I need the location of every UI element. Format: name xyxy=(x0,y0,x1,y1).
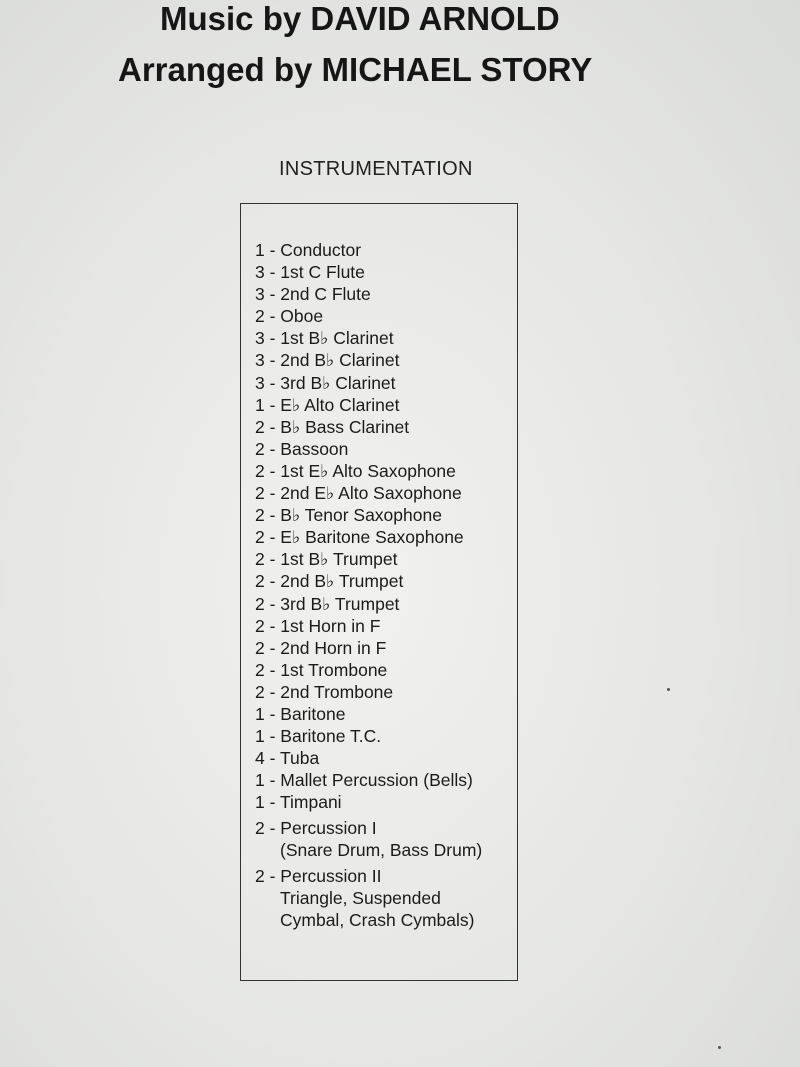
instrument-label: 2 - 1st E♭ Alto Saxophone xyxy=(255,460,456,481)
instrument-item xyxy=(255,482,517,504)
instrument-item xyxy=(255,637,517,659)
instrument-label: 3 - 1st C Flute xyxy=(255,262,365,283)
instrument-label: 2 - 2nd E♭ Alto Saxophone xyxy=(255,483,462,504)
instrument-item xyxy=(255,570,517,592)
instrument-item xyxy=(255,261,517,283)
instrumentation-heading: INSTRUMENTATION xyxy=(279,158,473,180)
instrument-label: 2 - B♭ Tenor Saxophone xyxy=(255,505,442,526)
paper-speck xyxy=(718,1046,721,1049)
instrument-item xyxy=(255,460,517,482)
instrument-item xyxy=(255,593,517,615)
instrument-label: 2 - 2nd B♭ Trumpet xyxy=(255,571,404,592)
instrument-label: 1 - Mallet Percussion (Bells) xyxy=(255,770,473,791)
instrumentation-box xyxy=(240,203,518,981)
instrument-label: 2 - Oboe xyxy=(255,306,324,327)
instrument-item xyxy=(255,703,517,725)
instrument-label: 3 - 2nd C Flute xyxy=(255,284,371,305)
instrument-item xyxy=(255,239,517,261)
instrument-item xyxy=(255,615,517,637)
instrument-label: 2 - 1st B♭ Trumpet xyxy=(255,549,398,570)
instrument-item xyxy=(255,283,517,305)
instrument-label: 2 - 1st Horn in F xyxy=(255,615,381,636)
instrument-label: 3 - 2nd B♭ Clarinet xyxy=(255,350,400,371)
paper-speck xyxy=(667,688,670,691)
instrument-item xyxy=(255,747,517,769)
instrument-label: 1 - Baritone xyxy=(255,703,346,724)
instrument-detail: Triangle, Suspended xyxy=(280,888,441,909)
instrument-detail: (Snare Drum, Bass Drum) xyxy=(280,840,483,861)
arranger-credit: Arranged by MICHAEL STORY xyxy=(118,51,593,88)
instrumentation-list xyxy=(255,239,517,931)
instrument-item xyxy=(255,769,517,791)
instrument-label: 2 - B♭ Bass Clarinet xyxy=(255,416,410,437)
instrument-item xyxy=(255,659,517,681)
instrument-detail: Cymbal, Crash Cymbals) xyxy=(280,910,475,931)
instrument-label: 3 - 3rd B♭ Clarinet xyxy=(255,372,396,393)
instrument-label: 3 - 1st B♭ Clarinet xyxy=(255,328,394,349)
instrument-label: 1 - Timpani xyxy=(255,792,342,813)
music-credit: Music by DAVID ARNOLD xyxy=(160,0,560,37)
instrument-item xyxy=(255,305,517,327)
instrument-item xyxy=(255,526,517,548)
instrument-label: 2 - 2nd Trombone xyxy=(255,681,394,702)
instrument-label: 1 - Baritone T.C. xyxy=(255,726,382,747)
instrument-item xyxy=(255,349,517,371)
instrument-label: 2 - 2nd Horn in F xyxy=(255,637,387,658)
instrument-label: 2 - 3rd B♭ Trumpet xyxy=(255,593,400,614)
instrument-item xyxy=(255,817,517,861)
instrument-item xyxy=(255,327,517,349)
instrument-item xyxy=(255,681,517,703)
instrument-label: 2 - Percussion II xyxy=(255,866,382,887)
instrument-label: 4 - Tuba xyxy=(255,748,320,769)
instrument-label: 1 - E♭ Alto Clarinet xyxy=(255,394,400,415)
instrument-item xyxy=(255,865,517,931)
instrument-item xyxy=(255,372,517,394)
instrument-label: 2 - Percussion I xyxy=(255,818,377,839)
instrument-label: 2 - Bassoon xyxy=(255,438,349,459)
instrument-item xyxy=(255,725,517,747)
instrument-item xyxy=(255,791,517,813)
instrument-item xyxy=(255,394,517,416)
instrument-item xyxy=(255,416,517,438)
instrument-label: 1 - Conductor xyxy=(255,240,362,260)
instrument-item xyxy=(255,438,517,460)
instrument-label: 2 - E♭ Baritone Saxophone xyxy=(255,527,464,548)
instrument-item xyxy=(255,548,517,570)
instrument-item xyxy=(255,504,517,526)
instrument-label: 2 - 1st Trombone xyxy=(255,659,388,680)
